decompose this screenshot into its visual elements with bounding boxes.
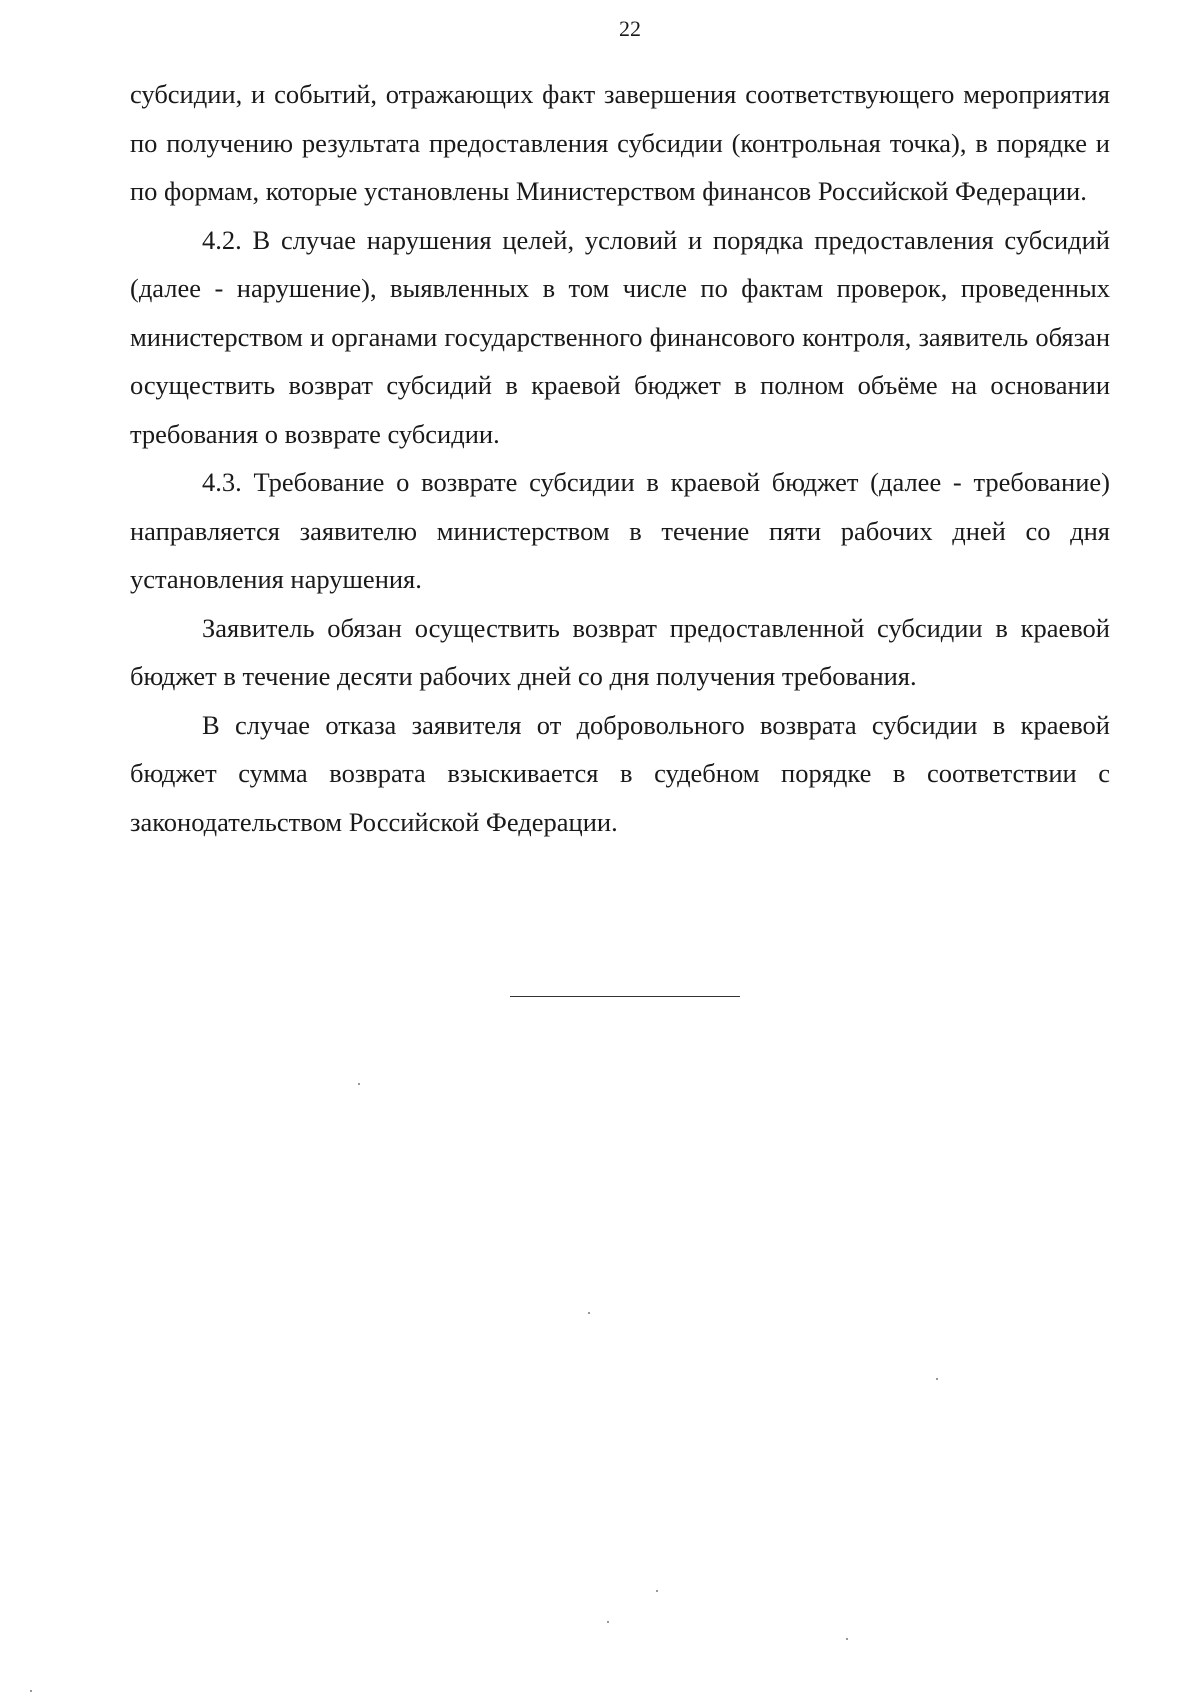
scan-speck bbox=[936, 1378, 938, 1380]
scan-speck bbox=[846, 1638, 848, 1640]
scan-speck bbox=[358, 1083, 360, 1085]
paragraph-refusal: В случае отказа заявителя от добровольного возврата субсидии в краевой бюджет сумма возврата взыскивается в судебном порядке в соответствии с законодательством Российской Федерации. bbox=[130, 709, 1110, 837]
paragraph-4-3: 4.3. Требование о возврате субсидии в краевой бюджет (далее - требование) направляется заявителю министерством в течение пяти рабочих дней со дня установления нарушения. bbox=[130, 467, 1110, 594]
scan-speck bbox=[656, 1590, 658, 1592]
scan-speck bbox=[30, 1690, 32, 1692]
paragraph-4-2: 4.2. В случае нарушения целей, условий и порядка предоставления субсидий (далее - нарушение), выявленных в том числе по фактам проверок, проведенных министерством и органами государственного финансового контроля, заявитель обязан осуществить возврат субсидий в краевой бюджет в полном объёме на основании требования о возврате субсидии. bbox=[130, 224, 1110, 449]
page-number: 22 bbox=[619, 16, 641, 41]
paragraph-continuation: субсидии, и событий, отражающих факт завершения соответствующего мероприятия по получению результата предоставления субсидии (контрольная точка), в порядке и по формам, которые установлены Министерством финансов Российской Федерации. bbox=[130, 79, 1110, 206]
scan-speck bbox=[588, 1312, 590, 1314]
document-body bbox=[130, 70, 1110, 846]
scan-speck bbox=[607, 1621, 609, 1623]
paragraph-return-obligation: Заявитель обязан осуществить возврат предоставленной субсидии в краевой бюджет в течение десяти рабочих дней со дня получения требования. bbox=[130, 612, 1110, 691]
end-of-text-rule bbox=[510, 996, 740, 997]
